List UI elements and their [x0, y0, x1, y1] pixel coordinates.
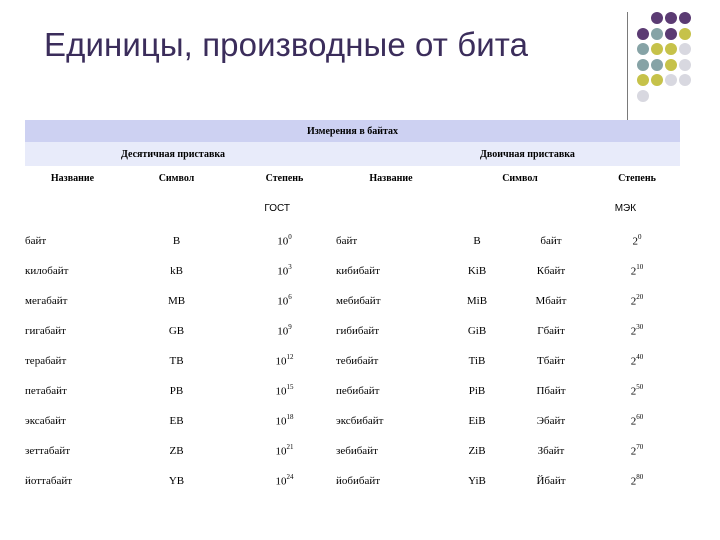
- binary-name-cell: гибибайт: [336, 325, 380, 337]
- power-exponent: 15: [286, 383, 294, 392]
- decimal-power-cell: [233, 256, 336, 286]
- column-header-symbol-decimal: Символ: [158, 172, 195, 184]
- decorative-dot: [679, 74, 691, 86]
- binary-ru-symbol-cell: Гбайт: [537, 325, 565, 337]
- binary-symbol-cell: PiB: [468, 385, 486, 397]
- binary-symbol-cell: ZiB: [468, 445, 486, 457]
- decorative-dot: [651, 12, 663, 24]
- decimal-prefix-header: Десятичная приставка: [25, 142, 336, 166]
- power-exponent: 50: [636, 383, 644, 392]
- decimal-power-cell: [233, 436, 336, 466]
- table-top-header: Измерения в байтах: [25, 120, 680, 142]
- binary-name-cell: йобибайт: [336, 475, 381, 487]
- page-title: Единицы, производные от бита: [44, 26, 529, 63]
- decimal-name-cell: мегабайт: [25, 295, 68, 307]
- decimal-symbol-cell: YB: [168, 475, 185, 487]
- decorative-dot: [665, 74, 677, 86]
- decimal-name-cell: байт: [25, 235, 47, 247]
- table-row: [25, 226, 680, 256]
- power-base: 2: [630, 415, 637, 428]
- power-base: 10: [277, 235, 289, 248]
- binary-power-cell: [594, 466, 680, 496]
- decimal-power-cell: [233, 286, 336, 316]
- decimal-name-cell: эксабайт: [25, 415, 66, 427]
- binary-name-cell: тебибайт: [336, 355, 379, 367]
- binary-symbol-cell: GiB: [467, 325, 487, 337]
- decorative-dot: [637, 43, 649, 55]
- power-exponent: 0: [288, 233, 292, 242]
- power-base: 2: [632, 235, 639, 248]
- decorative-dot: [665, 12, 677, 24]
- binary-name-cell: зебибайт: [336, 445, 378, 457]
- binary-power-cell: [594, 256, 680, 286]
- binary-symbol-cell: MiB: [466, 295, 488, 307]
- power-base: 10: [277, 265, 289, 278]
- binary-name-cell: эксбибайт: [336, 415, 384, 427]
- power-exponent: 21: [286, 443, 294, 452]
- decorative-dot: [665, 28, 677, 40]
- decorative-dot: [665, 59, 677, 71]
- table-row: [25, 316, 680, 346]
- power-exponent: 30: [636, 323, 644, 332]
- decimal-symbol-cell: kB: [170, 265, 183, 277]
- power-base: 10: [275, 355, 287, 368]
- column-header-power-binary: Степень: [618, 172, 656, 184]
- table-row: [25, 256, 680, 286]
- binary-standard-label: МЭК: [614, 202, 637, 214]
- decimal-symbol-cell: MB: [167, 295, 186, 307]
- decorative-dot: [679, 28, 691, 40]
- power-exponent: 3: [288, 263, 292, 272]
- power-exponent: 40: [636, 353, 644, 362]
- power-base: 10: [277, 325, 289, 338]
- decorative-dot: [651, 74, 663, 86]
- power-exponent: 12: [286, 353, 294, 362]
- binary-power-cell: [594, 286, 680, 316]
- decorative-dot-grid: [637, 12, 720, 117]
- binary-symbol-cell: EiB: [468, 415, 486, 427]
- power-base: 2: [630, 325, 637, 338]
- power-base: 10: [277, 295, 289, 308]
- decimal-standard-label: ГОСТ: [264, 202, 290, 214]
- decorative-dot: [679, 59, 691, 71]
- power-base: 2: [630, 475, 637, 488]
- column-header-power-decimal: Степень: [265, 172, 304, 184]
- power-base: 10: [275, 475, 287, 488]
- binary-power-cell: [594, 226, 680, 256]
- table-body: [25, 226, 680, 496]
- decorative-dot: [637, 74, 649, 86]
- binary-power-cell: [594, 346, 680, 376]
- power-base: 2: [630, 445, 637, 458]
- binary-ru-symbol-cell: Тбайт: [537, 355, 565, 367]
- power-exponent: 0: [638, 233, 642, 242]
- decorative-dot: [651, 28, 663, 40]
- table-row: [25, 436, 680, 466]
- decorative-dot: [679, 12, 691, 24]
- decimal-name-cell: гигабайт: [25, 325, 66, 337]
- decimal-name-cell: петабайт: [25, 385, 67, 397]
- decorative-dot: [651, 43, 663, 55]
- decimal-symbol-cell: ZB: [169, 445, 184, 457]
- decimal-symbol-cell: TB: [169, 355, 184, 367]
- binary-ru-symbol-cell: Эбайт: [536, 415, 566, 427]
- table-row: [25, 286, 680, 316]
- decimal-name-cell: зеттабайт: [25, 445, 71, 457]
- column-header-symbol-binary: Символ: [502, 172, 538, 184]
- decorative-dot: [637, 90, 649, 102]
- binary-name-cell: кибибайт: [336, 265, 380, 277]
- decimal-power-cell: [233, 346, 336, 376]
- power-exponent: 60: [636, 413, 644, 422]
- binary-ru-symbol-cell: Збайт: [537, 445, 565, 457]
- power-base: 2: [630, 265, 637, 278]
- decimal-power-cell: [233, 376, 336, 406]
- power-exponent: 10: [636, 263, 644, 272]
- binary-power-cell: [594, 376, 680, 406]
- table-row: [25, 406, 680, 436]
- binary-ru-symbol-cell: Мбайт: [535, 295, 567, 307]
- decimal-name-cell: килобайт: [25, 265, 69, 277]
- binary-power-cell: [594, 436, 680, 466]
- table-row: [25, 376, 680, 406]
- decimal-name-cell: терабайт: [25, 355, 67, 367]
- binary-power-cell: [594, 406, 680, 436]
- binary-symbol-cell: TiB: [468, 355, 486, 367]
- power-exponent: 20: [636, 293, 644, 302]
- power-base: 10: [275, 445, 287, 458]
- decorative-dot: [665, 43, 677, 55]
- power-exponent: 70: [636, 443, 644, 452]
- column-header-name-binary: Название: [369, 172, 413, 184]
- decimal-name-cell: йоттабайт: [25, 475, 73, 487]
- power-base: 2: [630, 355, 637, 368]
- power-exponent: 9: [288, 323, 292, 332]
- table-row: [25, 466, 680, 496]
- power-base: 10: [275, 415, 287, 428]
- binary-name-cell: пебибайт: [336, 385, 380, 397]
- decimal-symbol-cell: EB: [169, 415, 184, 427]
- decimal-symbol-cell: B: [172, 235, 181, 247]
- power-exponent: 80: [636, 473, 644, 482]
- decimal-power-cell: [233, 406, 336, 436]
- decimal-symbol-cell: PB: [169, 385, 184, 397]
- decimal-power-cell: [233, 316, 336, 346]
- decimal-power-cell: [233, 466, 336, 496]
- power-base: 10: [275, 385, 287, 398]
- binary-ru-symbol-cell: Кбайт: [536, 265, 566, 277]
- binary-symbol-cell: YiB: [468, 475, 486, 487]
- binary-power-cell: [594, 316, 680, 346]
- binary-ru-symbol-cell: байт: [540, 235, 562, 247]
- power-exponent: 18: [286, 413, 294, 422]
- table-row: [25, 346, 680, 376]
- decorative-dot: [637, 59, 649, 71]
- decimal-power-cell: [233, 226, 336, 256]
- power-base: 2: [630, 295, 637, 308]
- column-header-name-decimal: Название: [50, 172, 95, 184]
- decorative-dot: [637, 28, 649, 40]
- binary-ru-symbol-cell: Пбайт: [536, 385, 566, 397]
- decorative-divider-line: [627, 12, 628, 120]
- binary-symbol-cell: B: [473, 235, 481, 247]
- binary-ru-symbol-cell: Йбайт: [536, 475, 566, 487]
- decimal-symbol-cell: GB: [168, 325, 185, 337]
- decorative-dot: [651, 59, 663, 71]
- power-exponent: 6: [288, 293, 292, 302]
- units-table: [25, 120, 680, 496]
- binary-prefix-header: Двоичная приставка: [336, 142, 680, 166]
- binary-name-cell: байт: [336, 235, 358, 247]
- binary-name-cell: мебибайт: [336, 295, 381, 307]
- decorative-dot: [679, 43, 691, 55]
- power-exponent: 24: [286, 473, 294, 482]
- power-base: 2: [630, 385, 637, 398]
- binary-symbol-cell: KiB: [467, 265, 487, 277]
